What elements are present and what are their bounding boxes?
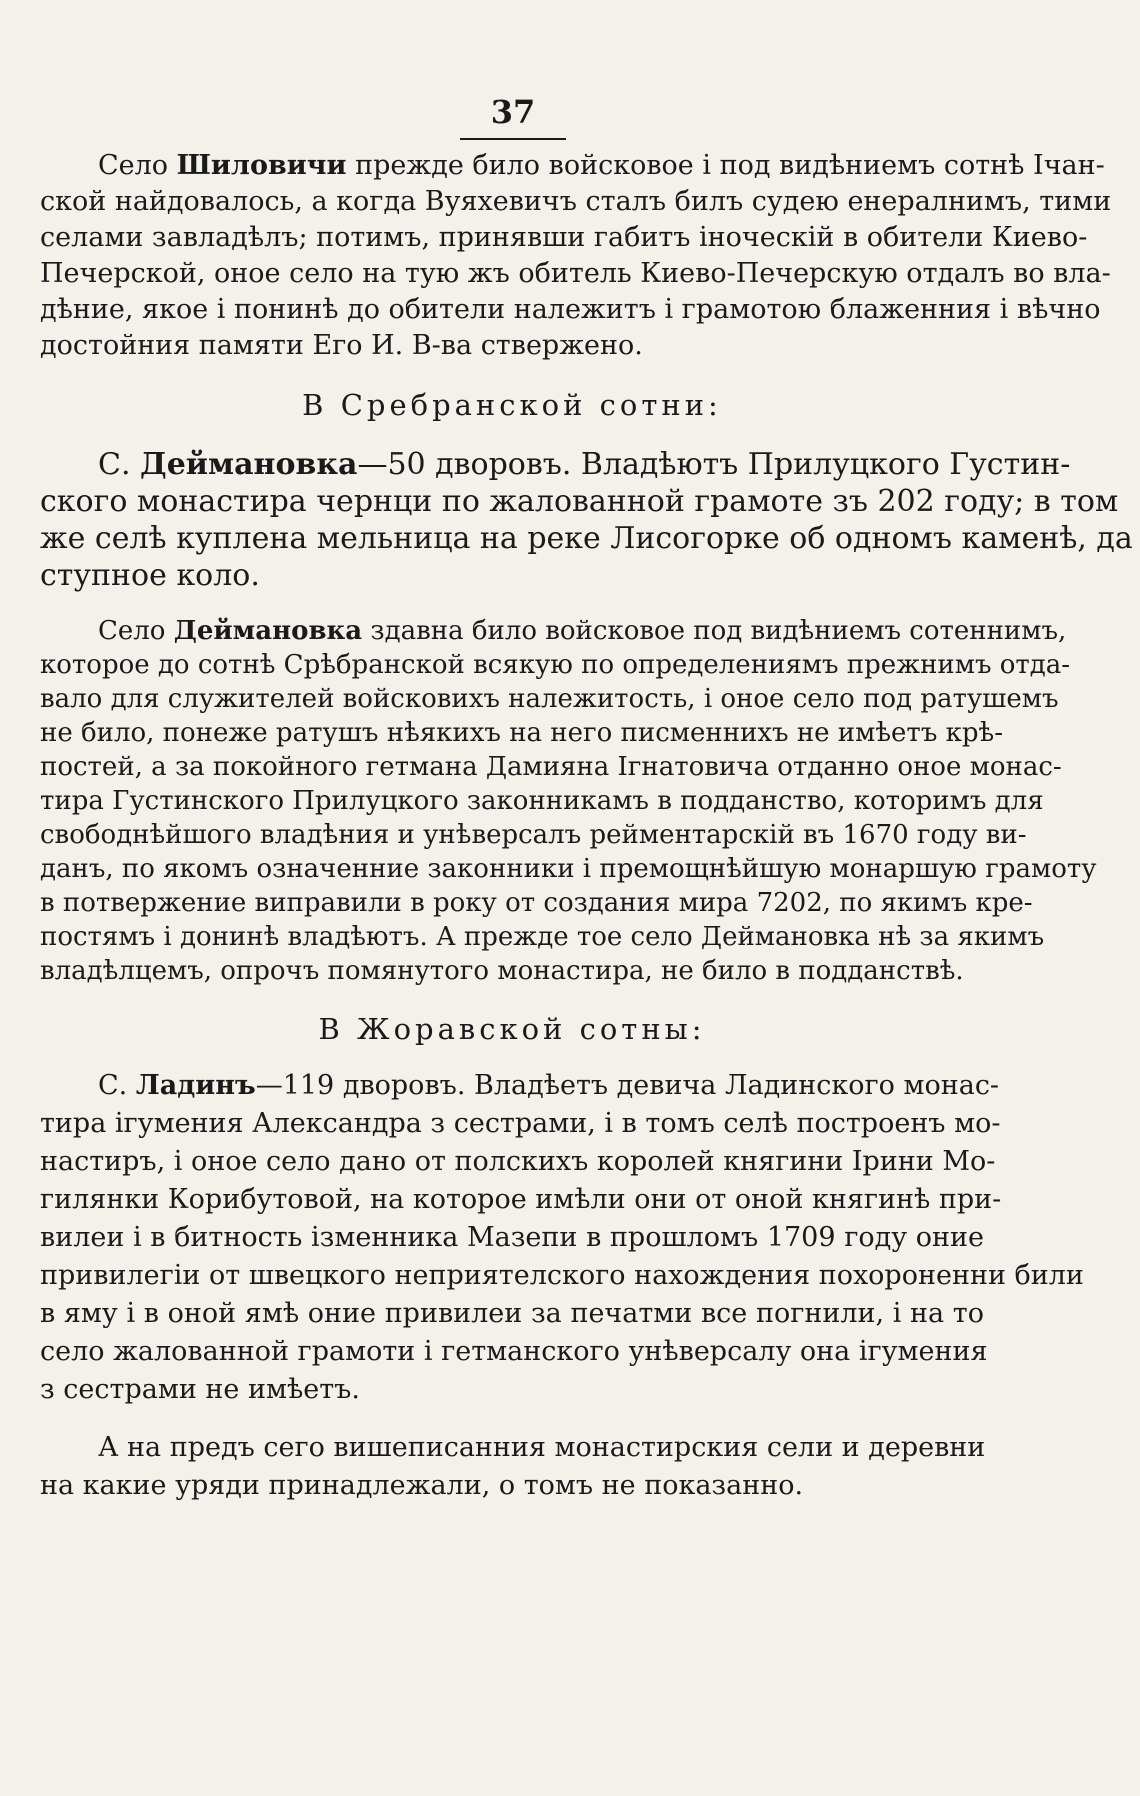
paragraph-line: свободнѣйшого владѣния и унѣверсалъ рейментарскій въ 1670 году ви- (40, 820, 1027, 850)
paragraph-line: которое до сотнѣ Срѣбранской всякую по определениямъ прежнимъ отда- (40, 650, 1071, 680)
paragraph-line: дѣние, якое і понинѣ до обители належитъ і грамотою блаженния і вѣчно (40, 294, 1101, 325)
paragraph-line: не било, понеже ратушъ нѣякихъ на него писменнихъ не имѣетъ крѣ- (40, 718, 1003, 748)
section-heading: В Жоравской сотны: (318, 1012, 706, 1046)
paragraph-line: владѣлцемъ, опрочъ помянутого монастира, не било в подданствѣ. (40, 956, 964, 986)
paragraph-line: тира Густинского Прилуцкого законникамъ в подданство, которимъ для (40, 786, 1044, 816)
entry-line: настиръ, і оное село дано от полскихъ королей княгини Ірини Мо- (40, 1146, 996, 1177)
paragraph-line: Село Шиловичи прежде било войсковое і под видѣниемъ сотнѣ Ічан- (98, 150, 1105, 181)
entry-line: село жалованной грамоти і гетманского унѣверсалу она ігумения (40, 1336, 988, 1367)
village-name: Дейманoвка (140, 447, 358, 482)
paragraph-line: селами завладѣлъ; потимъ, принявши габитъ іноческій в обители Киево- (40, 222, 1088, 253)
entry-line: вилеи і в битность ізменника Мазепи в прошломъ 1709 году оние (40, 1222, 984, 1253)
entry-line: тира ігумения Александра з сестрами, і в томъ селѣ построенъ мо- (40, 1108, 1001, 1139)
paragraph-line: Печерской, оное село на тую жъ обитель Киево-Печерскую отдалъ во вла- (40, 258, 1111, 289)
paragraph-line: постей, а за покойного гетмана Дамияна Ігнатовича отданно оное монас- (40, 752, 1062, 782)
paragraph-line: вало для служителей войсковихъ належитость, і оное село под ратушемъ (40, 684, 1059, 714)
entry-line: гилянки Корибутовой, на которое имѣли они от оной княгинѣ при- (40, 1184, 1002, 1215)
paragraph-line: ской найдовалось, а когда Вуяхевичъ сталъ билъ судею енералнимъ, тими (40, 186, 1112, 217)
paragraph-line: Село Дейманoвка здавна било войсковое под видѣниемъ сотеннимъ, (98, 616, 1067, 646)
paragraph-line: в потвержение виправили в року от создания мира 7202, по якимъ кре- (40, 888, 1033, 918)
paragraph-line: постямъ і донинѣ владѣютъ. А прежде тое село Дейманoвка нѣ за якимъ (40, 922, 1045, 952)
paragraph-line: данъ, по якомъ означенние законники і премощнѣйшую монаршую грамоту (40, 854, 1097, 884)
entry-line: ского монастира чернци по жалованной грамоте зъ 202 году; в том (40, 484, 1119, 519)
paragraph-line: на какие уряди принадлежали, о томъ не показанно. (40, 1470, 804, 1501)
page-number-rule (460, 138, 566, 140)
entry-line: з сестрами не имѣетъ. (40, 1374, 360, 1405)
section-heading: В Сребранской сотни: (302, 388, 722, 422)
page-number: 37 (490, 93, 536, 131)
village-name: Дейманoвка (173, 616, 363, 646)
entry-line: С. Ладинъ—119 дворовъ. Владѣетъ девича Ладинского монас- (98, 1070, 1000, 1101)
entry-line: ступное коло. (40, 558, 260, 593)
entry-line: С. Дейманoвка—50 дворовъ. Владѣютъ Прилуцкого Густин- (98, 447, 1071, 482)
entry-line: в яму і в оной ямѣ оние привилеи за печатми все погнили, і на то (40, 1298, 984, 1329)
entry-line: же селѣ куплена мельница на реке Лисогорке об одномъ каменѣ, да (40, 521, 1133, 556)
village-name: Шиловичи (176, 150, 347, 181)
paragraph-line: А на предъ сего вишеписанния монастирския сели и деревни (98, 1432, 986, 1463)
village-name: Ладинъ (135, 1070, 256, 1101)
entry-line: привилегіи от швецкого неприятелского нахождения похороненни били (40, 1260, 1084, 1291)
paragraph-line: достойния памяти Его И. В-ва ствержено. (40, 330, 643, 361)
